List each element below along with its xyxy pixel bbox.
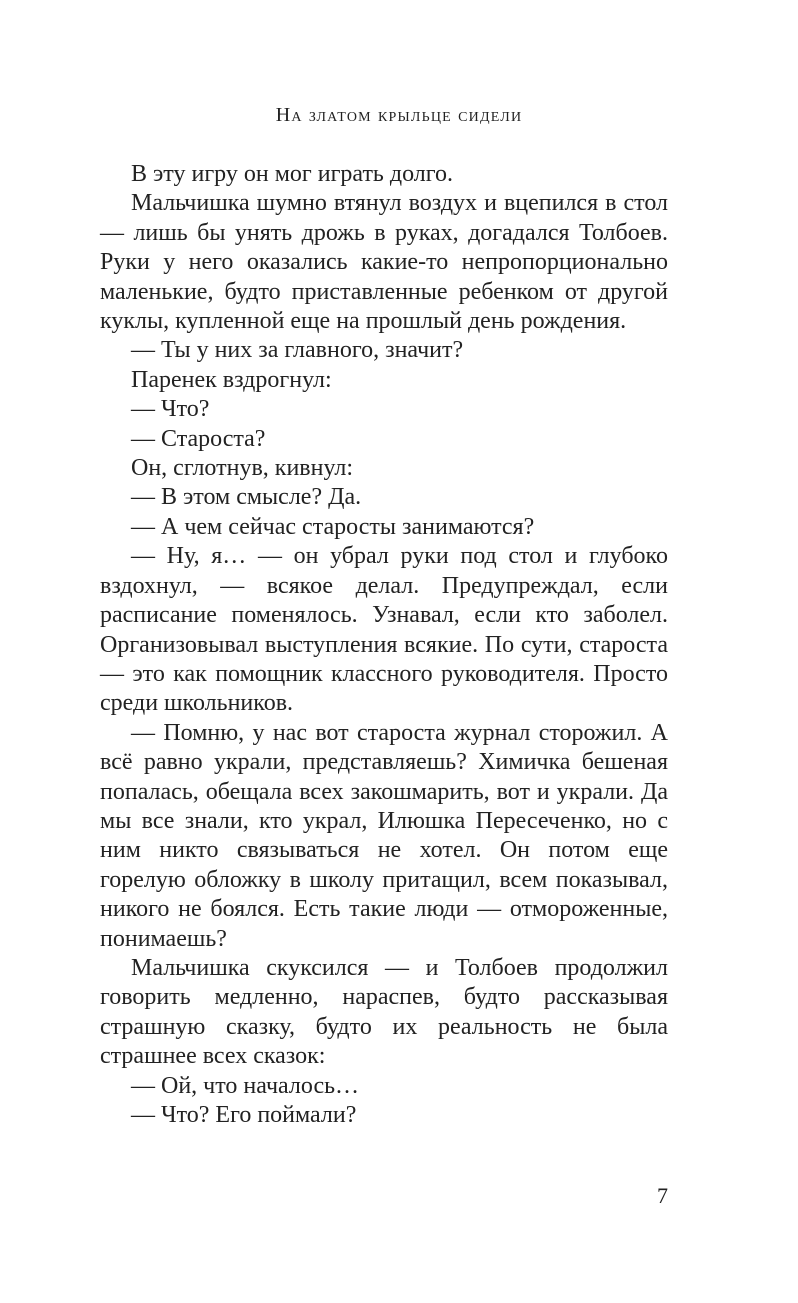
paragraph: Мальчишка шумно втянул воздух и вцепился в стол — лишь бы унять дрожь в руках, догадался Толбоев. Руки у него оказались какие-то непропорционально маленькие, будто приставленные ребенком от другой куклы, купленной еще на прошлый день рождения. <box>100 190 668 335</box>
paragraph: — Ну, я… — он убрал руки под стол и глубоко вздохнул, — всякое делал. Предупреждал, если расписание поменялось. Узнавал, если кто заболел. Организовывал выступления всякие. По сути, староста — это как помощник классного руководителя. Просто среди школьников. <box>100 543 668 717</box>
paragraph: — Что? Его поймали? <box>131 1102 357 1128</box>
paragraph: Мальчишка скуксился — и Толбоев продолжил говорить медленно, нараспев, будто рассказывая страшную сказку, будто их реальность не была страшнее всех сказок: <box>100 954 668 1070</box>
paragraph: В эту игру он мог играть долго. <box>131 161 453 187</box>
paragraph: — Ты у них за главного, значит? <box>131 337 464 364</box>
body-text <box>100 160 668 1130</box>
paragraph: — В этом смысле? Да. <box>131 484 362 511</box>
paragraph: — Ой, что началось… <box>131 1072 360 1099</box>
paragraph: — Староста? <box>131 425 266 452</box>
paragraph: — Что? <box>131 396 210 423</box>
page-number: 7 <box>657 1183 668 1208</box>
paragraph: — А чем сейчас старосты занимаются? <box>131 513 535 540</box>
paragraph: Паренек вздрогнул: <box>131 366 332 393</box>
paragraph: — Помню, у нас вот староста журнал сторожил. А всё равно украли, представляешь? Химичка бешеная попалась, обещала всех закошмарить, вот и украли. Да мы все знали, кто украл, Илюшка Пересеченко, но с ним никто связываться не хотел. Он потом еще горелую обложку в школу притащил, всем показывал, никого не боялся. Есть такие люди — отмороженные, понимаешь? <box>100 719 668 952</box>
running-head: На златом крыльце сидели <box>275 104 523 126</box>
paragraph: Он, сглотнув, кивнул: <box>131 455 354 482</box>
